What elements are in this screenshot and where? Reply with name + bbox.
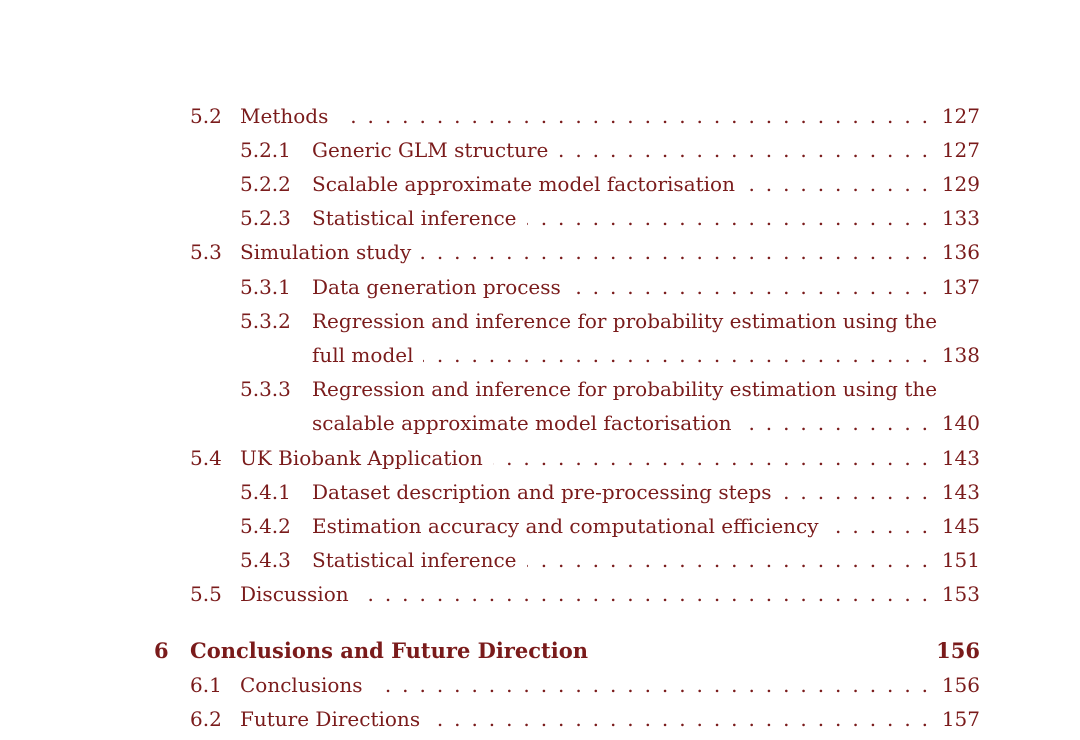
toc-entry-number: 5.3 xyxy=(190,240,222,264)
toc-dot-leader xyxy=(829,514,928,538)
toc-entry-title[interactable]: Data generation process xyxy=(312,275,561,299)
toc-entry[interactable] xyxy=(0,377,980,407)
toc-entry[interactable] xyxy=(0,411,980,441)
toc-dot-leader xyxy=(571,275,928,299)
toc-entry-title[interactable]: Regression and inference for probability estimation using the xyxy=(312,377,938,401)
toc-entry[interactable] xyxy=(0,240,980,270)
toc-entry[interactable] xyxy=(0,138,980,168)
toc-entry-number: 6.1 xyxy=(190,673,222,697)
toc-entry[interactable] xyxy=(0,206,980,236)
toc-entry-number: 5.3.2 xyxy=(240,309,291,333)
toc-entry[interactable] xyxy=(0,514,980,544)
toc-dot-leader xyxy=(527,548,928,572)
toc-entry-number: 5.3.1 xyxy=(240,275,291,299)
toc-entry-title[interactable]: Generic GLM structure xyxy=(312,138,549,162)
toc-entry-number: 6.2 xyxy=(190,707,222,731)
toc-entry-title[interactable]: Conclusions xyxy=(240,673,363,697)
toc-dot-leader xyxy=(421,240,928,264)
toc-entry-title[interactable]: Simulation study xyxy=(240,240,412,264)
toc-entry-title[interactable]: full model xyxy=(312,343,414,367)
toc-entry[interactable] xyxy=(0,172,980,202)
toc-dot-leader xyxy=(782,480,928,504)
toc-entry-page: 156 xyxy=(936,638,980,663)
toc-dot-leader xyxy=(430,707,928,731)
toc-entry-page: 127 xyxy=(941,104,980,128)
toc-entry[interactable] xyxy=(0,343,980,373)
toc-entry[interactable] xyxy=(0,548,980,578)
toc-entry-title[interactable]: Conclusions and Future Direction xyxy=(190,638,588,663)
toc-entry-page: 151 xyxy=(941,548,980,572)
toc-entry[interactable] xyxy=(0,582,980,612)
toc-entry-title[interactable]: Statistical inference xyxy=(312,548,517,572)
toc-dot-leader xyxy=(373,673,928,697)
toc-entry-number: 5.4.2 xyxy=(240,514,291,538)
toc-entry[interactable] xyxy=(0,707,980,737)
toc-entry[interactable] xyxy=(0,480,980,510)
toc-entry-page: 140 xyxy=(941,411,980,435)
toc-entry-title[interactable]: Dataset description and pre-processing steps xyxy=(312,480,772,504)
toc-entry-page: 156 xyxy=(941,673,980,697)
toc-entry-title[interactable]: scalable approximate model factorisation xyxy=(312,411,732,435)
toc-dot-leader xyxy=(359,582,928,606)
toc-entry-title[interactable]: UK Biobank Application xyxy=(240,446,483,470)
toc-entry[interactable] xyxy=(0,673,980,703)
toc-dot-leader xyxy=(745,172,928,196)
toc-entry-page: 137 xyxy=(941,275,980,299)
toc-entry-number: 5.2.2 xyxy=(240,172,291,196)
toc-entry-page: 143 xyxy=(941,480,980,504)
toc-entry-page: 153 xyxy=(941,582,980,606)
toc-entry-number: 5.2.3 xyxy=(240,206,291,230)
toc-entry-title[interactable]: Discussion xyxy=(240,582,349,606)
toc-entry-page: 145 xyxy=(941,514,980,538)
toc-entry-page: 133 xyxy=(941,206,980,230)
toc-entry-number: 5.4.3 xyxy=(240,548,291,572)
toc-entry-page: 129 xyxy=(941,172,980,196)
toc-entry-title[interactable]: Regression and inference for probability estimation using the xyxy=(312,309,938,333)
toc-entry-title[interactable]: Scalable approximate model factorisation xyxy=(312,172,735,196)
toc-entry-title[interactable]: Estimation accuracy and computational efficiency xyxy=(312,514,819,538)
toc-entry-title[interactable]: Methods xyxy=(240,104,329,128)
toc-entry-number: 5.3.3 xyxy=(240,377,291,401)
toc-dot-leader xyxy=(558,138,928,162)
toc-entry-title[interactable]: Statistical inference xyxy=(312,206,517,230)
toc-dot-leader xyxy=(742,411,928,435)
toc-entry[interactable] xyxy=(0,309,980,339)
toc-entry[interactable] xyxy=(0,104,980,134)
toc-entry-page: 136 xyxy=(941,240,980,264)
toc-dot-leader xyxy=(338,104,928,128)
toc-dot-leader xyxy=(527,206,928,230)
toc-entry[interactable] xyxy=(0,275,980,305)
toc-entry[interactable] xyxy=(0,446,980,476)
toc-entry-number: 5.4 xyxy=(190,446,222,470)
toc-entry-page: 138 xyxy=(941,343,980,367)
toc-entry-page: 143 xyxy=(941,446,980,470)
toc-entry-number: 6 xyxy=(154,638,169,663)
toc-entry-title[interactable]: Future Directions xyxy=(240,707,421,731)
toc-entry-number: 5.2 xyxy=(190,104,222,128)
toc-entry-number: 5.2.1 xyxy=(240,138,291,162)
toc-dot-leader xyxy=(423,343,928,367)
toc-entry-page: 157 xyxy=(941,707,980,731)
toc-entry-number: 5.5 xyxy=(190,582,222,606)
toc-entry-number: 5.4.1 xyxy=(240,480,291,504)
toc-entry[interactable] xyxy=(0,638,980,668)
toc-dot-leader xyxy=(493,446,928,470)
toc-entry-page: 127 xyxy=(941,138,980,162)
